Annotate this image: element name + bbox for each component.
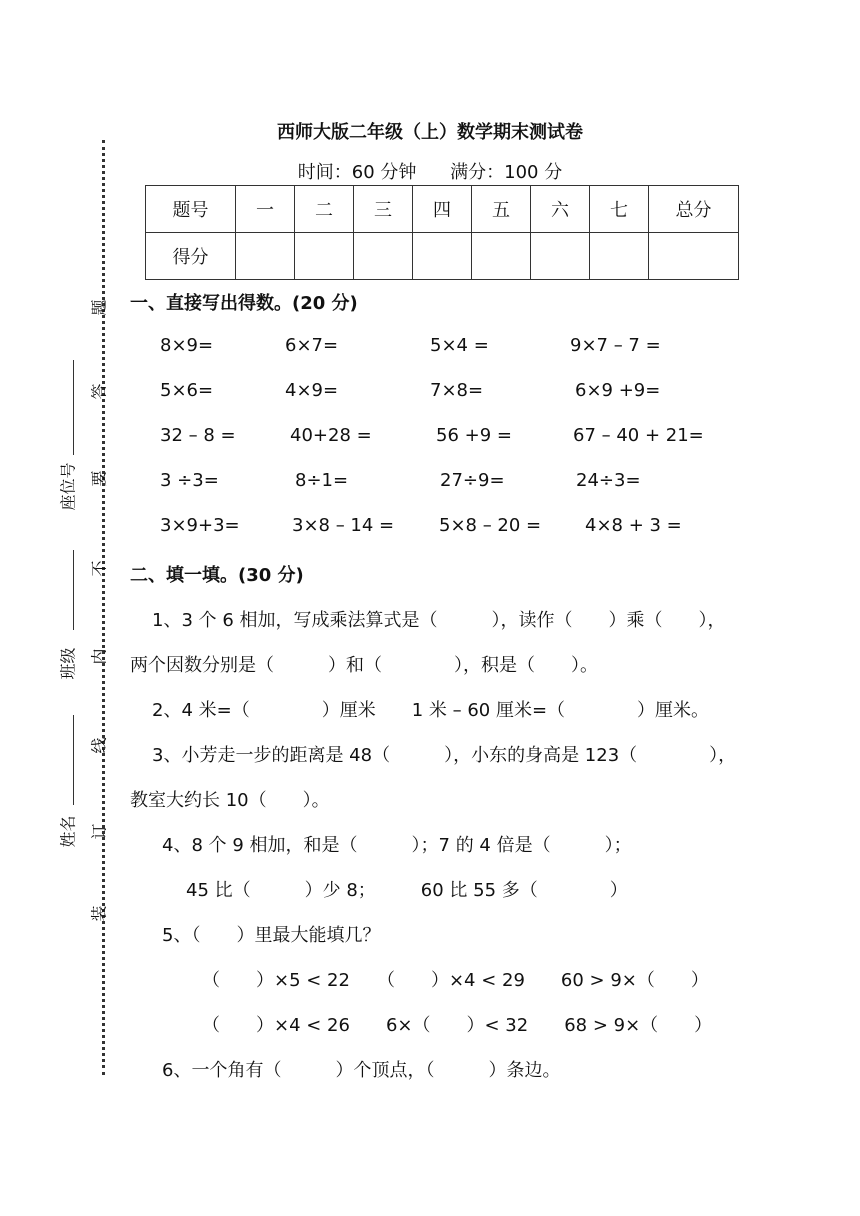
score-blank[interactable] — [590, 233, 649, 280]
calc-item: 9×7 – 7 = — [570, 335, 661, 356]
score-blank[interactable] — [472, 233, 531, 280]
time-limit: 时间：60 分钟 — [297, 162, 417, 183]
table-row — [146, 233, 739, 280]
table-cell: 二 — [295, 186, 354, 233]
table-cell: 一 — [236, 186, 295, 233]
question-line: 4、8 个 9 相加，和是（ ）；7 的 4 倍是（ ）； — [162, 835, 632, 856]
calc-item: 67 – 40 + 21= — [573, 425, 704, 446]
exam-meta — [0, 158, 860, 184]
class-blank — [73, 550, 74, 630]
calc-item: 8×9= — [160, 335, 214, 356]
question-line: 6、一个角有（ ）个顶点，（ ）条边。 — [162, 1060, 561, 1081]
margin-char: 题 — [89, 299, 109, 316]
seat-number-blank — [73, 360, 74, 455]
calc-item: 5×4 = — [430, 335, 489, 356]
section-2-title: 二、填一填。(30 分) — [130, 565, 304, 586]
table-row — [146, 186, 739, 233]
question-line: 两个因数分别是（ ）和（ ），积是（ ）。 — [130, 655, 598, 676]
score-blank[interactable] — [531, 233, 590, 280]
score-table — [145, 185, 739, 280]
calc-item: 56 +9 = — [436, 425, 512, 446]
margin-char: 要 — [89, 470, 109, 487]
score-blank[interactable] — [649, 233, 739, 280]
class-label: 班级 — [58, 647, 78, 680]
calc-item: 8÷1= — [295, 470, 349, 491]
score-blank[interactable] — [413, 233, 472, 280]
margin-char: 内 — [89, 648, 109, 665]
table-cell: 总分 — [649, 186, 739, 233]
table-cell: 六 — [531, 186, 590, 233]
question-line: 3、小芳走一步的距离是 48（ ），小东的身高是 123（ ）， — [152, 745, 737, 766]
calc-item: 5×8 – 20 = — [439, 515, 542, 536]
calc-item: 32 – 8 = — [160, 425, 236, 446]
margin-char: 装 — [89, 905, 109, 922]
question-line: （ ）×4 < 26 6×（ ）< 32 68 > 9×（ ） — [202, 1015, 713, 1036]
score-blank[interactable] — [236, 233, 295, 280]
table-cell: 五 — [472, 186, 531, 233]
full-score: 满分：100 分 — [450, 162, 563, 183]
calc-item: 6×7= — [285, 335, 339, 356]
calc-item: 3×8 – 14 = — [292, 515, 395, 536]
question-line: 5、（ ）里最大能填几？ — [162, 925, 381, 946]
table-cell: 题号 — [146, 186, 236, 233]
name-blank — [73, 715, 74, 805]
calc-item: 4×8 + 3 = — [585, 515, 682, 536]
page-title: 西师大版二年级（上）数学期末测试卷 — [277, 122, 583, 143]
margin-char: 线 — [89, 737, 109, 754]
margin-char: 答 — [89, 383, 109, 400]
calc-item: 27÷9= — [440, 470, 505, 491]
calc-item: 24÷3= — [576, 470, 641, 491]
table-cell: 三 — [354, 186, 413, 233]
margin-char: 订 — [89, 823, 109, 840]
calc-item: 40+28 = — [290, 425, 372, 446]
seat-number-label: 座位号 — [58, 462, 78, 511]
score-blank[interactable] — [295, 233, 354, 280]
score-blank[interactable] — [354, 233, 413, 280]
question-line: 45 比（ ）少 8； 60 比 55 多（ ） — [186, 880, 628, 901]
section-1-title: 一、直接写出得数。(20 分) — [130, 293, 358, 314]
question-line: （ ）×5 < 22 （ ）×4 < 29 60 > 9×（ ） — [202, 970, 709, 991]
question-line: 2、4 米=（ ）厘米 1 米 – 60 厘米=（ ）厘米。 — [152, 700, 710, 721]
calc-item: 4×9= — [285, 380, 339, 401]
calc-item: 7×8= — [430, 380, 484, 401]
calc-item: 3×9+3= — [160, 515, 240, 536]
question-line: 1、3 个 6 相加，写成乘法算式是（ ），读作（ ）乘（ ）， — [152, 610, 726, 631]
table-cell: 四 — [413, 186, 472, 233]
question-line: 教室大约长 10（ ）。 — [130, 790, 330, 811]
margin-char: 不 — [89, 560, 109, 577]
binding-dotted-line — [102, 140, 105, 1075]
table-cell: 七 — [590, 186, 649, 233]
table-cell: 得分 — [146, 233, 236, 280]
calc-item: 3 ÷3= — [160, 470, 219, 491]
name-label: 姓名 — [58, 815, 78, 848]
calc-item: 5×6= — [160, 380, 214, 401]
calc-item: 6×9 +9= — [575, 380, 661, 401]
